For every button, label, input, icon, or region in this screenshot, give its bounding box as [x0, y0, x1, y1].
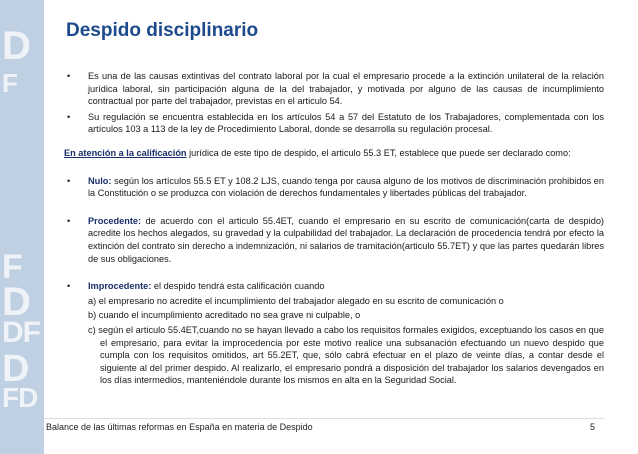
deco-letter-d: D: [2, 24, 30, 68]
sublist-item-a: a) el empresario no acredite el incumplimiento del trabajador alegado en su escrito de comunicación o: [88, 295, 504, 306]
calificacion-text: jurídica de este tipo de despido, el articulo 55.3 ET, establece que puede ser declarado como:: [186, 147, 571, 158]
intro-bullet-text: Es una de las causas extintivas del contrato laboral por la cual el empresario procede a la extinción unilateral de la relación jurídica laboral, sin participación alguna de la del trabajador, y motivada por alguno de las causas de incumplimiento contractual por parte del trabajador, previstas en el articulo 54.: [88, 71, 604, 107]
deco-letter-f: FD: [2, 382, 38, 413]
intro-bullet-1: [64, 70, 604, 108]
type-text: el despido tendrá esta calificación cuando: [151, 281, 325, 292]
type-improcedente: [64, 280, 604, 293]
calificacion-label: En atención a la calificación: [64, 147, 187, 158]
intro-bullet-text: Su regulación se encuentra establecida en los artículos 54 a 57 del Estatuto de los Trabajadores, complementada con los artículos 103 a 113 de la ley de Procedimiento Laboral, donde se desarrolla su regulación procesal.: [88, 111, 604, 135]
sublist-item-c: c) según el articulo 55.4ET,cuando no se hayan llevado a cabo los requisitos formales exigidos, exceptuando los casos en que el empresario, para evitar la improcedencia por este motivo realice una subsanación efectuando un nuevo despido que cumpla con los requisitos omitidos, art 55.2ET, que, sólo cabrá efectuar en el plazo de veinte días, a contar desde el siguiente al del primer despido. Al realizarlo, el empresario pondrá a disposición del trabajador los salarios devengados en los días intermedios, manteniéndole durante los mismos en alta en la Seguridad Social.: [88, 324, 604, 386]
type-text: según los artículos 55.5 ET y 108.2 LJS, cuando tenga por causa alguno de los motivos de discriminación prohibidos en la Constitución o se produzca con violación de derechos fundamentales y libertades públicas del trabajador.: [88, 175, 604, 199]
bullet-marker: •: [67, 281, 71, 292]
type-label: Nulo:: [88, 175, 112, 186]
deco-letter-d: F: [2, 248, 22, 286]
slide-body: [64, 70, 604, 387]
intro-bullet-2: [64, 111, 604, 136]
type-label: Procedente:: [88, 215, 142, 226]
deco-letter-f: F: [2, 68, 17, 98]
type-nulo: [64, 175, 604, 200]
footer-divider: [44, 418, 604, 419]
page-number: 5: [590, 422, 596, 432]
footer-title: Balance de las últimas reformas en España en materia de Despido: [46, 422, 313, 432]
side-decoration-band: [0, 0, 44, 454]
deco-letter-d: D: [2, 280, 30, 324]
slide-title: Despido disciplinario: [66, 20, 259, 41]
deco-letter-d: D: [2, 348, 29, 390]
bullet-marker: •: [67, 71, 71, 81]
type-procedente: [64, 215, 604, 265]
deco-letter-f: DF: [2, 316, 40, 349]
bullet-marker: •: [67, 175, 71, 186]
bullet-marker: •: [67, 215, 71, 226]
type-text: de acuerdo con el articulo 55.4ET, cuando el empresario en su escrito de comunicación(carta de despido) acredite los hechos alegados, su gravedad y la culpabilidad del trabajador. La declaración de procedencia tendrá por efecto la extinción del contrato sin derecho a indemnización, ni salarios de tramitación(articulo 55.7ET) y que las partes quedarán libres de sus obligaciones.: [88, 215, 604, 264]
improcedente-sublist: [88, 295, 604, 387]
type-label: Improcedente:: [88, 281, 152, 292]
sublist-item-b: b) cuando el incumplimiento acreditado no sea grave ni culpable, o: [88, 310, 361, 321]
calificacion-paragraph: [64, 147, 604, 160]
bullet-marker: •: [67, 111, 71, 122]
